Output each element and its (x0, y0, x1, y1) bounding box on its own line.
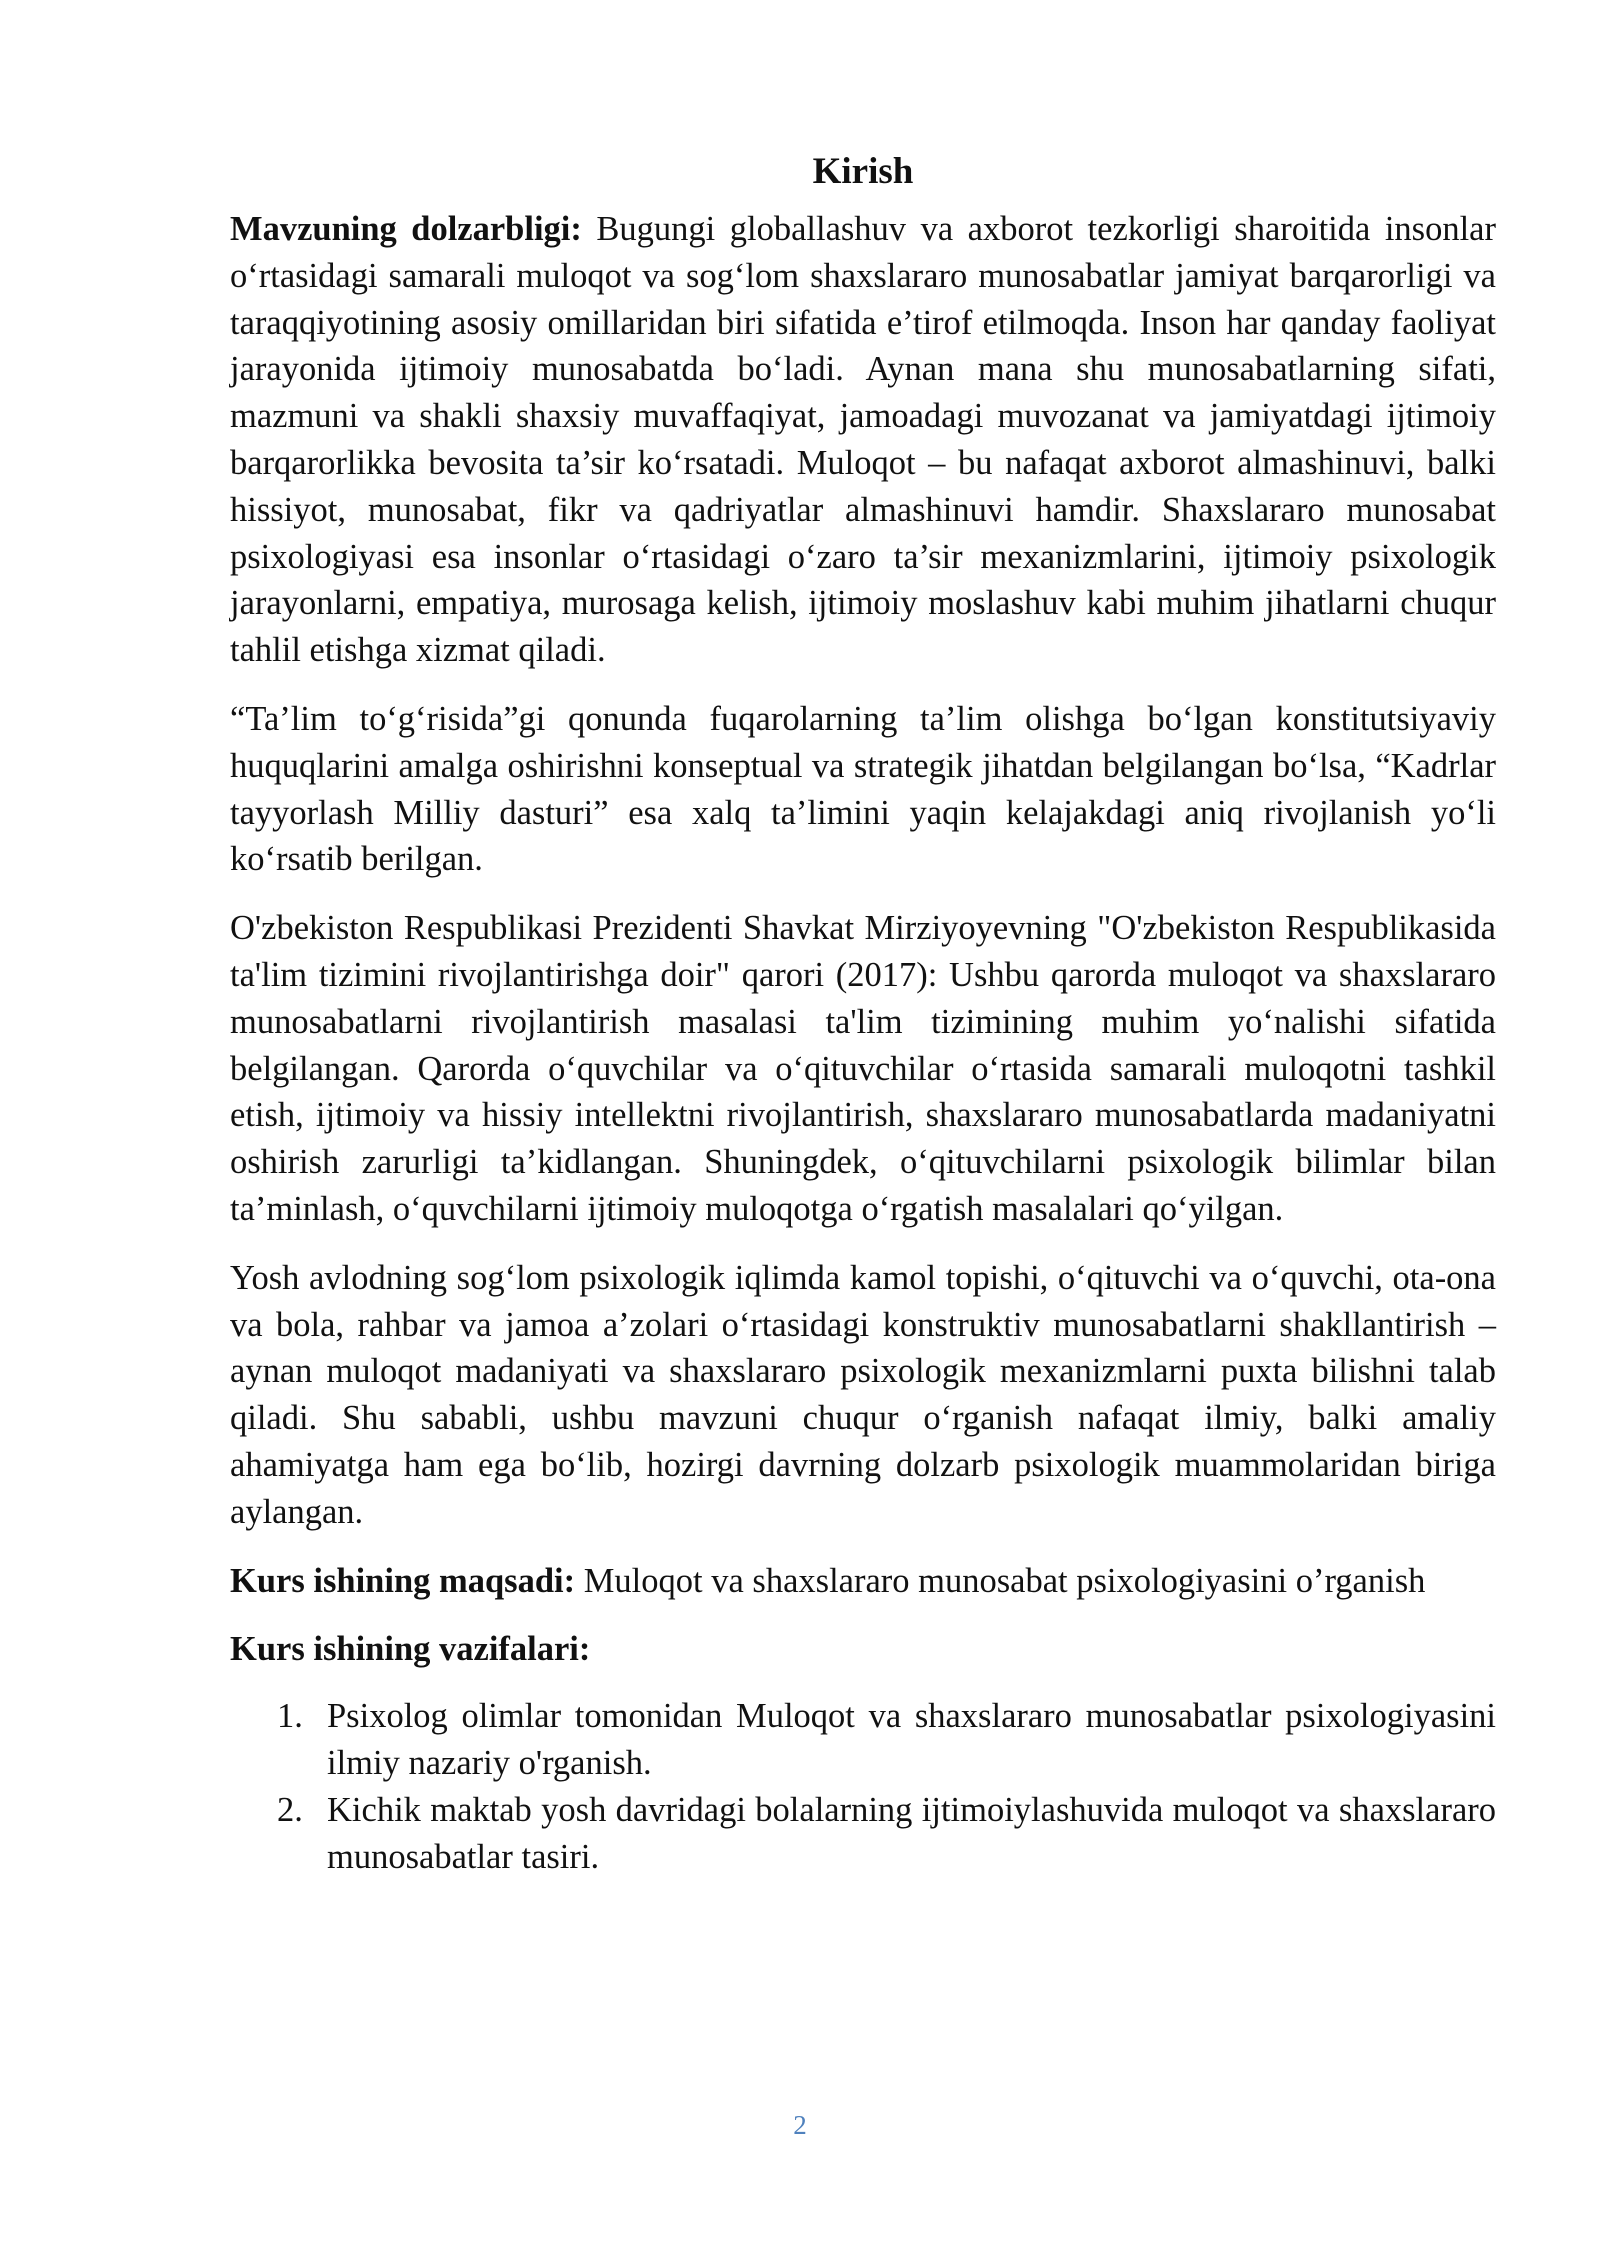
tasks-list (230, 1693, 1496, 1880)
paragraph-label: Mavzuning dolzarbligi: (230, 210, 582, 248)
page-title: Kirish (812, 151, 914, 192)
paragraph-education-law (230, 696, 1496, 883)
paragraph-presidential-decree (230, 905, 1496, 1233)
paragraph-text: Bugungi globallashuv va axborot tezkorligi sharoitida insonlar o‘rtasidagi samarali muloqot va sog‘lom shaxslararo munosabatlar jamiyat barqarorligi va taraqqiyotining asosiy omillaridan biri sifatida e’tirof etilmoqda. Inson har qanday faoliyat jarayonida ijtimoiy munosabatda bo‘ladi. Aynan mana shu munosabatlarning sifati, mazmuni va shakli shaxsiy muvaffaqiyat, jamoadagi muvozanat va jamiyatdagi ijtimoiy barqarorlikka bevosita ta’sir ko‘rsatadi. Muloqot – bu nafaqat axborot almashinuvi, balki hissiyot, munosabat, fikr va qadriyatlar almashinuvi hamdir. Shaxslararo munosabat psixologiyasi esa insonlar o‘rtasidagi o‘zaro ta’sir mexanizmlarini, ijtimoiy psixologik jarayonlarni, empatiya, murosaga kelish, ijtimoiy moslashuv kabi muhim jihatlarni chuqur tahlil etishga xizmat qiladi. (230, 210, 1496, 670)
paragraph-text: O'zbekiston Respublikasi Prezidenti Shavkat Mirziyoyevning "O'zbekiston Respublikasida ta'lim tizimini rivojlantirishga doir" qarori (2017): Ushbu qarorda muloqot va shaxslararo munosabatlarni rivojlantirish masalasi ta'lim tizimining muhim yo‘nalishi sifatida belgilangan. Qarorda o‘quvchilar va o‘qituvchilar o‘rtasida samarali muloqotni tashkil etish, ijtimoiy va hissiy intellektni rivojlantirish, shaxslararo munosabatlarda madaniyatni oshirish zarurligi ta’kidlangan. Shuningdek, o‘qituvchilarni psixologik bilimlar bilan ta’minlash, o‘quvchilarni ijtimoiy muloqotga o‘rgatish masalalari qo‘yilgan. (230, 909, 1496, 1228)
paragraph-relevance (230, 206, 1496, 674)
paragraph-young-generation (230, 1255, 1496, 1536)
paragraph-label: Kurs ishining maqsadi: (230, 1561, 576, 1600)
list-item-text: Kichik maktab yosh davridagi bolalarning ijtimoiylashuvida muloqot va shaxslararo munosabatlar tasiri. (327, 1790, 1496, 1876)
paragraph-text: Yosh avlodning sog‘lom psixologik iqlimda kamol topishi, o‘qituvchi va o‘quvchi, ota-ona va bola, rahbar va jamoa a’zolari o‘rtasidagi konstruktiv munosabatlarni shakllantirish – aynan muloqot madaniyati va shaxslararo psixologik mexanizmlarni puxta bilishni talab qiladi. Shu sababli, ushbu mavzuni chuqur o‘rganish nafaqat ilmiy, balki amaliy ahamiyatga ham ega bo‘lib, hozirgi davrning dolzarb psixologik muammolaridan biriga aylangan. (230, 1258, 1496, 1531)
list-item (230, 1693, 1496, 1787)
tasks-heading: Kurs ishining vazifalari: (230, 1630, 591, 1669)
paragraph-text: Muloqot va shaxslararo munosabat psixologiyasini o’rganish (575, 1561, 1426, 1600)
paragraph-course-goal (230, 1558, 1496, 1605)
list-item (230, 1787, 1496, 1881)
paragraph-text: “Ta’lim to‘g‘risida”gi qonunda fuqarolarning ta’lim olishga bo‘lgan konstitutsiyaviy huquqlarini amalga oshirishni konseptual va strategik jihatdan belgilangan bo‘lsa, “Kadrlar tayyorlash Milliy dasturi” esa xalq ta’limini yaqin kelajakdagi aniq rivojlanish yo‘li ko‘rsatib berilgan. (230, 699, 1496, 879)
list-item-number: 1. (277, 1697, 303, 1736)
document-page (230, 150, 1496, 1880)
page-number: 2 (793, 2110, 807, 2140)
list-item-text: Psixolog olimlar tomonidan Muloqot va shaxslararo munosabatlar psixologiyasini ilmiy nazariy o'rganish. (327, 1697, 1496, 1782)
list-item-number: 2. (277, 1790, 303, 1829)
